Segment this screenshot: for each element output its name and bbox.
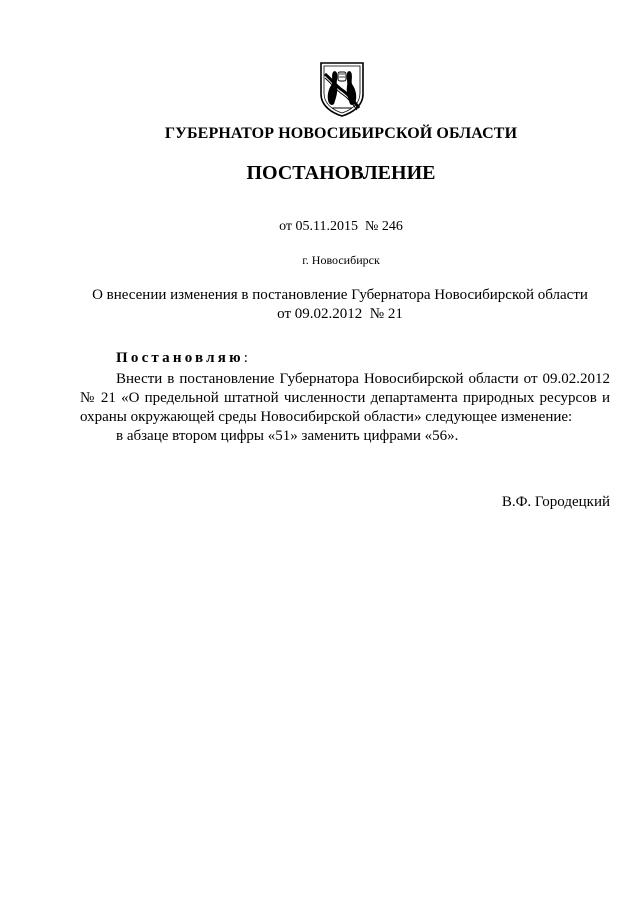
issuing-city: г. Новосибирск bbox=[302, 253, 380, 267]
decree-body bbox=[80, 370, 610, 446]
issuing-authority: ГУБЕРНАТОР НОВОСИБИРСКОЙ ОБЛАСТИ bbox=[164, 125, 518, 142]
decree-paragraph-2: в абзаце втором цифры «51» заменить цифрами «56». bbox=[116, 428, 459, 444]
document-subject bbox=[80, 286, 600, 324]
decree-paragraph-1: Внести в постановление Губернатора Новосибирской области от 09.02.2012 № 21 «О предельной штатной численности департамента природных ресурсов и охраны окружающей среды Новосибирской области» следующее изменение: bbox=[80, 371, 610, 425]
subject-line-1: О внесении изменения в постановление Губернатора Новосибирской области bbox=[92, 287, 588, 303]
decree-colon: : bbox=[243, 350, 248, 366]
signatory-name: В.Ф. Городецкий bbox=[501, 494, 610, 510]
decree-heading bbox=[116, 350, 248, 367]
document-type-title: ПОСТАНОВЛЕНИЕ bbox=[246, 162, 436, 184]
subject-line-2: от 09.02.2012 № 21 bbox=[277, 306, 403, 322]
decree-word: Постановляю bbox=[116, 350, 244, 366]
novosibirsk-coat-of-arms-icon bbox=[318, 60, 366, 118]
document-date-number: от 05.11.2015 № 246 bbox=[279, 219, 403, 234]
